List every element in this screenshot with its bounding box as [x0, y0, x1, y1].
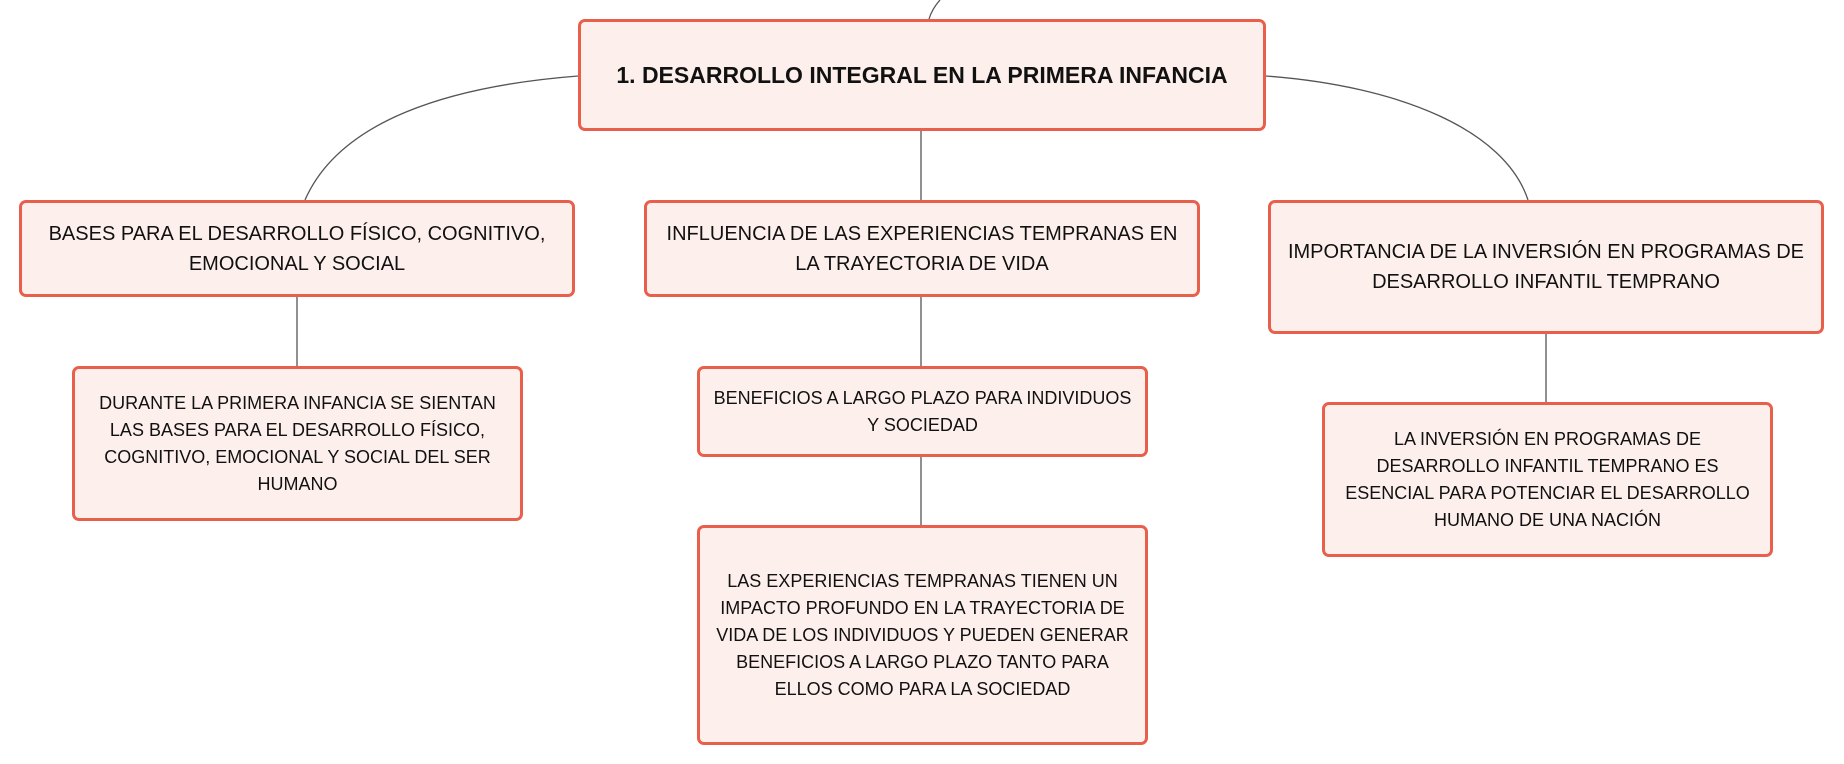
branch-label: BASES PARA EL DESARROLLO FÍSICO, COGNITIVO, EMOCIONAL Y SOCIAL — [48, 222, 546, 275]
subtopic-label: DURANTE LA PRIMERA INFANCIA SE SIENTAN LAS BASES PARA EL DESARROLLO FÍSICO, COGNITIVO, EMOCIONAL Y SOCIAL DEL SER HUMANO — [99, 392, 496, 494]
connector-root-to-branch-1 — [305, 76, 578, 200]
branch-node-inversion-programas[interactable] — [1268, 200, 1824, 334]
subtopic-label: LA INVERSIÓN EN PROGRAMAS DE DESARROLLO INFANTIL TEMPRANO ES ESENCIAL PARA POTENCIAR EL DESARROLLO HUMANO DE UNA NACIÓN — [1345, 428, 1750, 530]
branch-label: INFLUENCIA DE LAS EXPERIENCIAS TEMPRANAS EN LA TRAYECTORIA DE VIDA — [666, 222, 1178, 275]
subtopic-node-beneficios-largo-plazo[interactable] — [697, 366, 1148, 457]
connector-root-to-branch-3 — [1266, 76, 1528, 200]
root-topic-node[interactable] — [578, 19, 1266, 131]
subtopic-label: BENEFICIOS A LARGO PLAZO PARA INDIVIDUOS Y SOCIEDAD — [713, 387, 1132, 435]
subtopic-label: LAS EXPERIENCIAS TEMPRANAS TIENEN UN IMPACTO PROFUNDO EN LA TRAYECTORIA DE VIDA DE LOS INDIVIDUOS Y PUEDEN GENERAR BENEFICIOS A LARGO PLAZO TANTO PARA ELLOS COMO PARA LA SOCIEDAD — [716, 570, 1129, 699]
subtopic-node-inversion-esencial[interactable] — [1322, 402, 1773, 557]
branch-label: IMPORTANCIA DE LA INVERSIÓN EN PROGRAMAS DE DESARROLLO INFANTIL TEMPRANO — [1287, 241, 1805, 293]
subtopic-node-impacto-profundo[interactable] — [697, 525, 1148, 745]
subtopic-node-primera-infancia[interactable] — [72, 366, 523, 521]
connector-parent-root — [929, 0, 940, 19]
root-topic-label: 1. DESARROLLO INTEGRAL EN LA PRIMERA INFANCIA — [616, 61, 1228, 88]
branch-node-experiencias-tempranas[interactable] — [644, 200, 1200, 297]
branch-node-bases-desarrollo[interactable] — [19, 200, 575, 297]
